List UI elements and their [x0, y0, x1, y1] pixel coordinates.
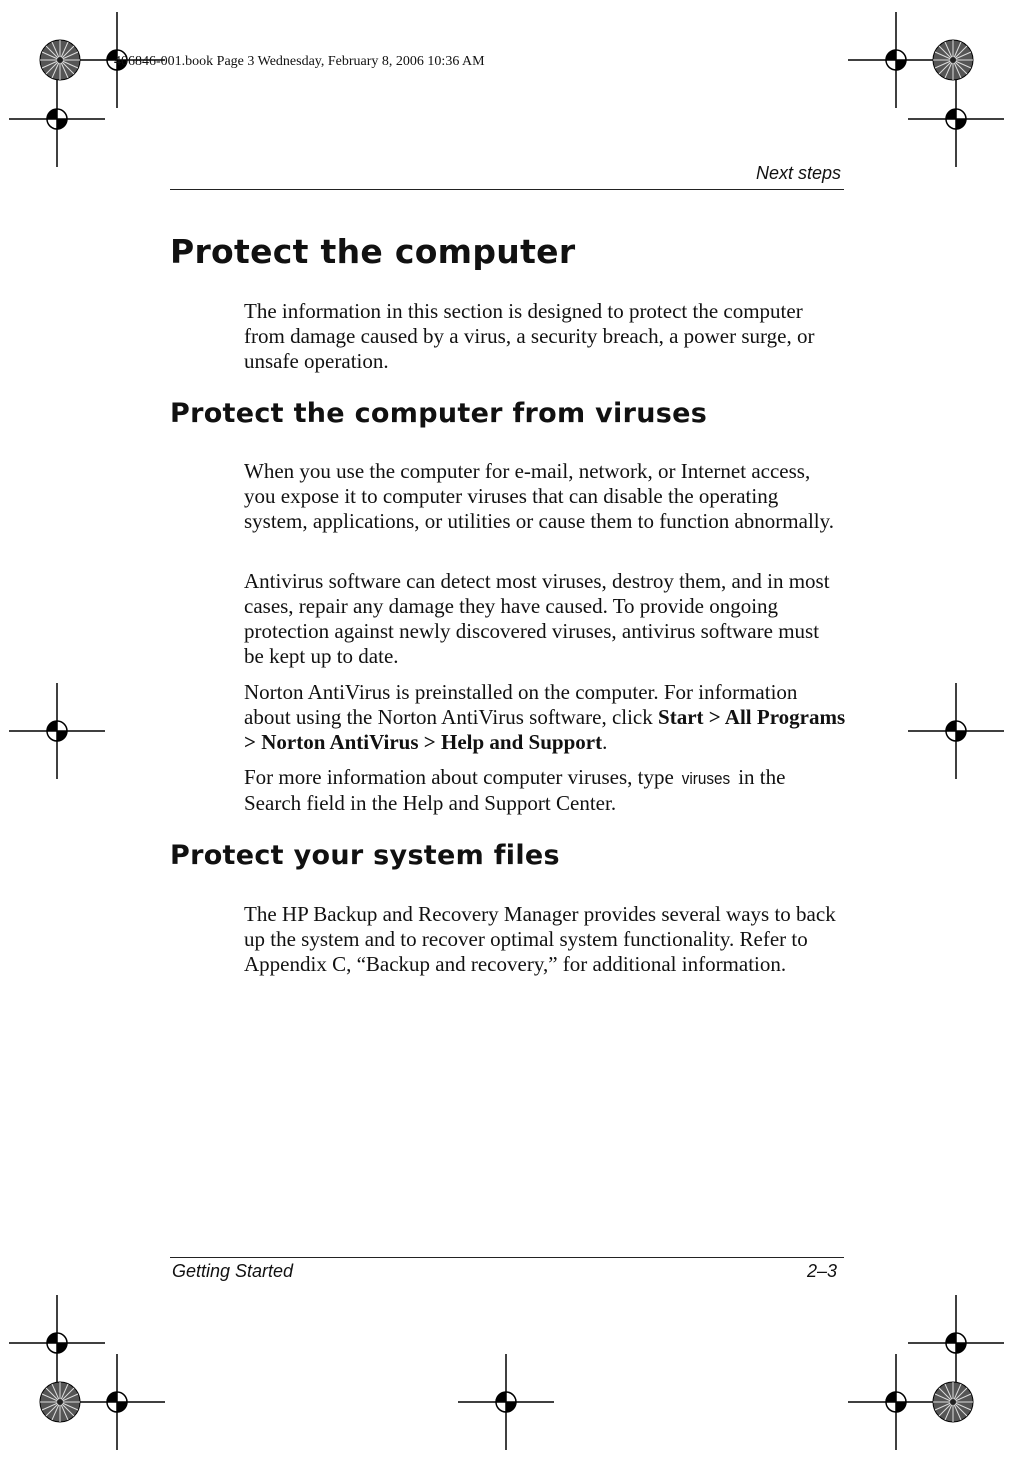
- crosshair-icon: [458, 1354, 554, 1450]
- crosshair-icon: [908, 1295, 1004, 1391]
- viruses-paragraph-3: [244, 680, 846, 755]
- crosshair-icon: [848, 12, 944, 108]
- menu-path: Start > All Programs > Norton AntiVirus > Help and Support: [244, 705, 846, 754]
- page-title: Protect the computer: [170, 232, 576, 271]
- paragraph-text: For more information about computer viruses, type: [244, 765, 680, 789]
- files-paragraph-1: The HP Backup and Recovery Manager provides several ways to back up the system and to recover optimal system functionality. Refer to Appendix C, “Backup and recovery,” for additional information.: [244, 902, 836, 976]
- viruses-paragraph-4: [244, 765, 844, 816]
- section-heading-files: Protect your system files: [170, 840, 560, 871]
- crosshair-icon: [69, 1354, 165, 1450]
- crosshair-icon: [9, 1295, 105, 1391]
- crosshair-icon: [848, 1354, 944, 1450]
- running-head: Next steps: [755, 163, 841, 183]
- intro-paragraph: The information in this section is designed to protect the computer from damage caused by a virus, a security breach, a power surge, or unsafe operation.: [244, 299, 815, 373]
- crosshair-icon: [9, 71, 105, 167]
- page-number: 2–3: [806, 1261, 837, 1281]
- crosshair-icon: [908, 683, 1004, 779]
- footer-book-title: Getting Started: [172, 1261, 294, 1281]
- section-heading-viruses: Protect the computer from viruses: [170, 398, 708, 429]
- crosshair-icon: [908, 71, 1004, 167]
- viruses-paragraph-1: When you use the computer for e-mail, network, or Internet access, you expose it to computer viruses that can disable the operating system, applications, or utilities or cause them to function abnormally.: [244, 459, 835, 533]
- crosshair-icon: [9, 683, 105, 779]
- command-text: viruses: [681, 769, 731, 788]
- paragraph-text: Norton AntiVirus is preinstalled on the computer. For information about using the Norton AntiVirus software, click: [244, 680, 798, 729]
- viruses-paragraph-2: Antivirus software can detect most viruses, destroy them, and in most cases, repair any damage they have caused. To provide ongoing protection against newly discovered viruses, antivirus software must be kept up to date.: [244, 569, 830, 668]
- paragraph-text: .: [602, 730, 608, 754]
- footer-rule: [170, 1257, 844, 1258]
- paragraph-text: in the Search field in the Help and Support Center.: [244, 765, 786, 815]
- starburst-icon: [933, 1382, 973, 1422]
- header-rule: [170, 189, 844, 190]
- starburst-icon: [40, 1382, 80, 1422]
- book-slug: 406846-001.book Page 3 Wednesday, February 8, 2006 10:36 AM: [114, 54, 485, 69]
- starburst-icon: [40, 40, 80, 80]
- starburst-icon: [933, 40, 973, 80]
